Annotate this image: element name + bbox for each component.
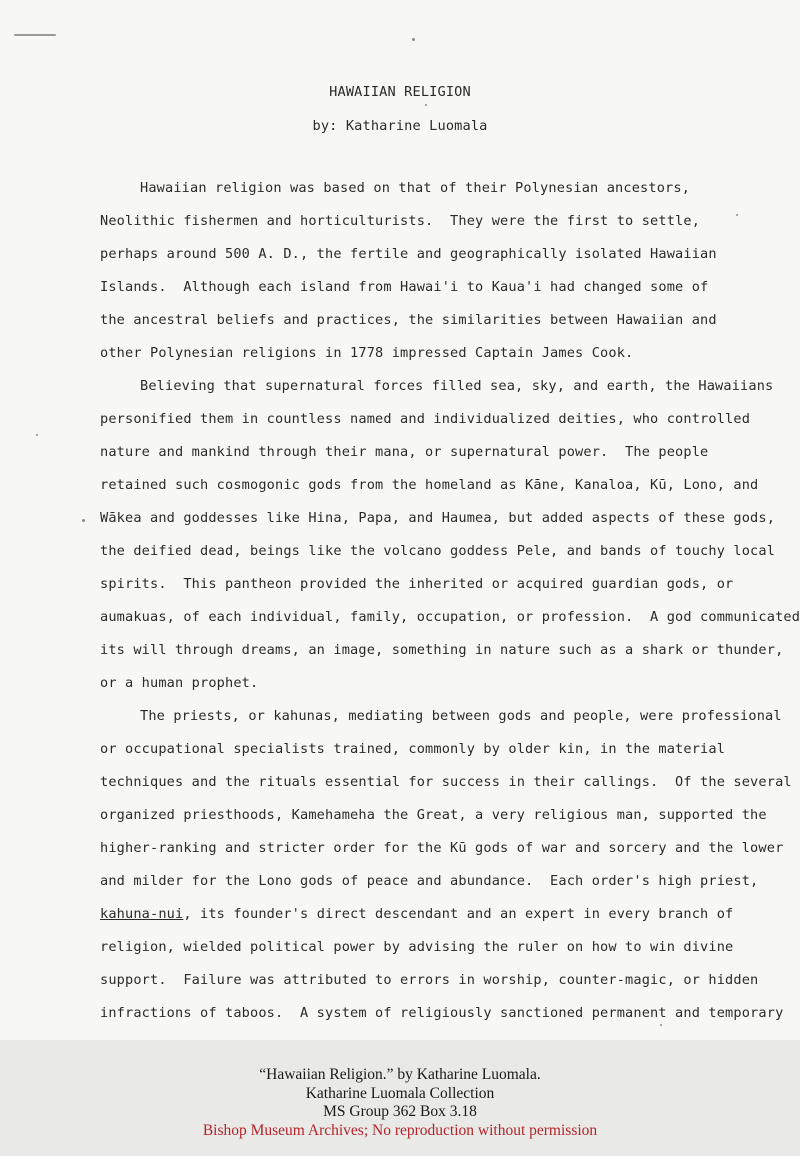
text-line: or occupational specialists trained, commonly by older kin, in the material: [100, 741, 726, 757]
text-line: nature and mankind through their mana, or supernatural power. The people: [100, 444, 709, 460]
text-line: [100, 906, 733, 922]
footer-citation: “Hawaiian Religion.” by Katharine Luomala.: [259, 1066, 541, 1083]
text-line: or a human prophet.: [100, 675, 259, 691]
document-author: by: Katharine Luomala: [312, 118, 488, 134]
footer-box: MS Group 362 Box 3.18: [323, 1103, 477, 1120]
text-line: Wākea and goddesses like Hina, Papa, and Haumea, but added aspects of these gods,: [100, 510, 776, 526]
paper-speck: [660, 1024, 662, 1026]
text-line: and milder for the Lono gods of peace and abundance. Each order's high priest,: [100, 873, 759, 889]
paper-speck: [425, 104, 427, 106]
text-line: spirits. This pantheon provided the inherited or acquired guardian gods, or: [100, 576, 734, 592]
text-line: Hawaiian religion was based on that of their Polynesian ancestors,: [140, 180, 691, 196]
text-line: The priests, or kahunas, mediating between gods and people, were professional: [140, 708, 782, 724]
line-continuation: , its founder's direct descendant and an expert in every branch of: [183, 906, 734, 922]
text-line: religion, wielded political power by advising the ruler on how to win divine: [100, 939, 734, 955]
paper-speck: [36, 434, 38, 436]
paper-speck: [736, 214, 738, 216]
text-line: Islands. Although each island from Hawai'i to Kaua'i had changed some of: [100, 279, 709, 295]
text-line: the deified dead, beings like the volcano goddess Pele, and bands of touchy local: [100, 543, 776, 559]
text-line: higher-ranking and stricter order for the Kū gods of war and sorcery and the lower: [100, 840, 784, 856]
underlined-term: kahuna-nui: [100, 906, 184, 922]
text-line: techniques and the rituals essential for success in their callings. Of the several: [100, 774, 792, 790]
text-line: other Polynesian religions in 1778 impressed Captain James Cook.: [100, 345, 634, 361]
text-line: organized priesthoods, Kamehameha the Great, a very religious man, supported the: [100, 807, 767, 823]
text-line: its will through dreams, an image, something in nature such as a shark or thunder,: [100, 642, 784, 658]
text-line: infractions of taboos. A system of religiously sanctioned permanent and temporary: [100, 1005, 784, 1021]
text-line: retained such cosmogonic gods from the homeland as Kāne, Kanaloa, Kū, Lono, and: [100, 477, 759, 493]
text-line: Neolithic fishermen and horticulturists. They were the first to settle,: [100, 213, 701, 229]
footer-reproduction-notice: Bishop Museum Archives; No reproduction without permission: [202, 1121, 598, 1139]
archive-footer: [0, 1066, 800, 1140]
footer-collection: Katharine Luomala Collection: [305, 1084, 495, 1102]
paper-speck: [412, 38, 415, 41]
text-line: support. Failure was attributed to errors in worship, counter-magic, or hidden: [100, 972, 759, 988]
text-line: the ancestral beliefs and practices, the similarities between Hawaiian and: [100, 312, 717, 328]
document-title: HAWAIIAN RELIGION: [329, 84, 471, 100]
text-line: Believing that supernatural forces filled sea, sky, and earth, the Hawaiians: [140, 378, 774, 394]
text-line: personified them in countless named and individualized deities, who controlled: [100, 411, 751, 427]
paper-mark: [14, 34, 56, 36]
paper-speck: [82, 519, 85, 522]
text-line: aumakuas, of each individual, family, occupation, or profession. A god communicated: [100, 609, 800, 625]
text-line: perhaps around 500 A. D., the fertile and geographically isolated Hawaiian: [100, 246, 717, 262]
